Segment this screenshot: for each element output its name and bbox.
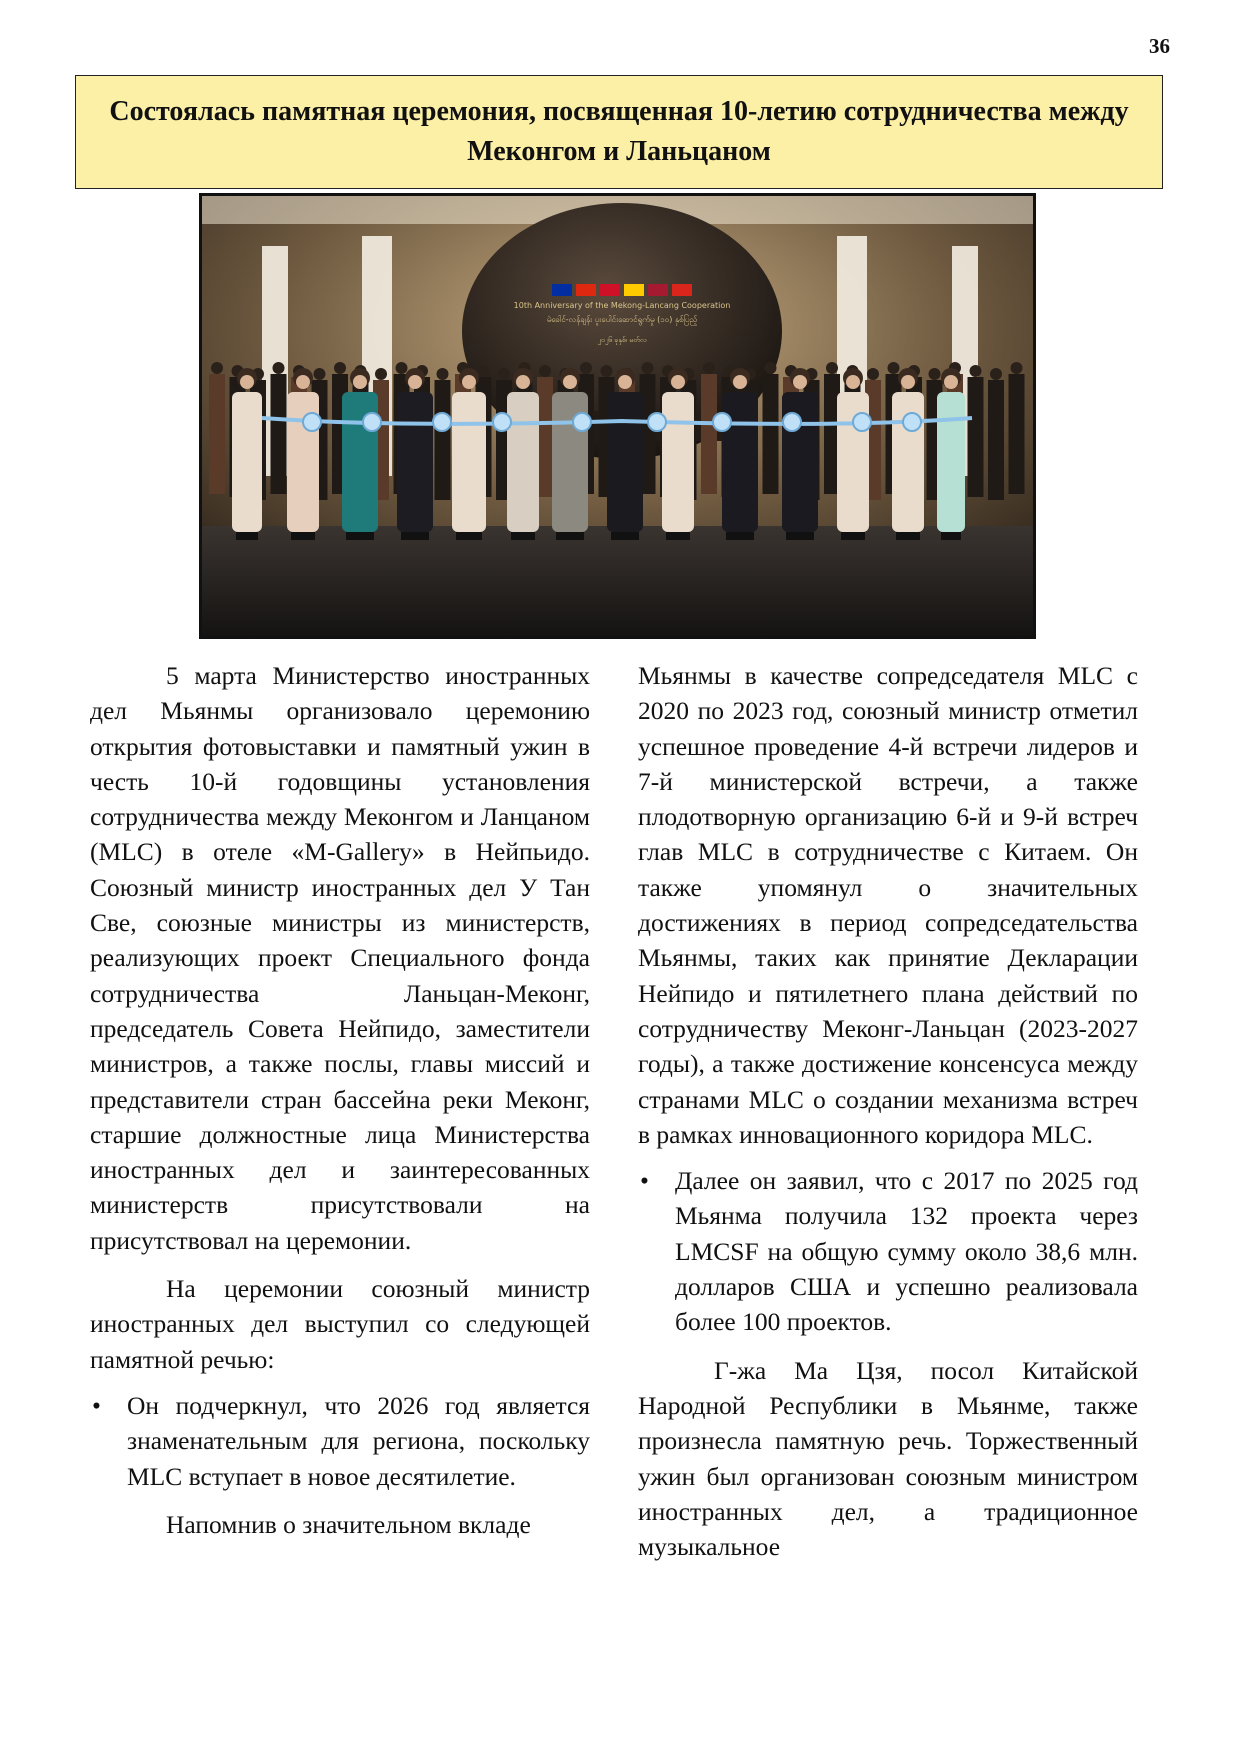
paragraph: 5 марта Министерство иностранных дел Мьянмы организовало церемонию открытия фотовыставки и памятный ужин в честь 10-й годовщины установления сотрудничества между Меконгом и Ланцаном (MLC) в отеле «M-Gallery» в Нейпьидо. Союзный министр иностранных дел У Тан Све, союзные министры из министерств, реализующих проект Специального фонда сотрудничества Ланьцан-Меконг, председатель Совета Нейпидо, заместители министров, а также послы, главы миссий и представители стран бассейна реки Меконг, старшие должностные лица Министерства иностранных дел и заинтересованных министерств присутствовали на присутствовал на церемонии. — [90, 661, 590, 1255]
guest-figure — [435, 368, 451, 500]
paragraph: Напомнив о значительном вкладе — [166, 1509, 531, 1539]
paragraph-continued: Мьянмы в качестве сопредседателя MLC с 2020 по 2023 год, союзный министр отметил успешное проведение 4-й встречи лидеров и 7-й министерской встречи, а также плодотворную организацию 6-й и 9-й встреч глав MLC в сотрудничестве с Китаем. Он также упомянул о значительных достижениях в период сопредседательства Мьянмы, таких как принятие Декларации Нейпидо и пятилетнего плана действий по сотрудничеству Меконг-Ланьцан (2023-2027 годы), а также достижение консенсуса между странами MLC о создании механизма встреч в рамках инновационного коридора MLC. — [638, 661, 1138, 1149]
article-column-left — [90, 658, 590, 1542]
ribbon-bow — [433, 413, 451, 431]
flag — [648, 284, 668, 296]
ribbon-bow — [713, 413, 731, 431]
banner-line-1: 10th Anniversary of the Mekong-Lancang Cooperation — [513, 301, 731, 310]
list-item — [90, 1388, 590, 1494]
article-column-right — [638, 658, 1138, 1564]
person-figure — [662, 368, 694, 540]
person-figure — [837, 368, 869, 540]
page-number: 36 — [1149, 34, 1170, 58]
list-item-text: Далее он заявил, что с 2017 по 2025 год Мьянма получила 132 проекта через LMCSF на общую сумму около 38,6 млн. долларов США и успешно реализовала более 100 проектов. — [675, 1166, 1138, 1337]
ribbon-bow — [303, 413, 321, 431]
ribbon-bow — [853, 413, 871, 431]
bullet-marker: • — [640, 1166, 649, 1196]
guest-figure — [1009, 362, 1025, 494]
flag — [552, 284, 572, 296]
guest-figure — [537, 365, 553, 497]
flag — [600, 284, 620, 296]
headline-box — [75, 75, 1163, 189]
person-figure — [552, 368, 588, 540]
ribbon-bow — [648, 413, 666, 431]
flag — [624, 284, 644, 296]
person-figure — [397, 368, 433, 540]
banner-line-2: မဲခေါင်-လန်ချန်း ပူးပေါင်းဆောင်ရွက်မှု (၁၀) နှစ်ပြည့် — [546, 315, 698, 324]
flag — [672, 284, 692, 296]
guest-figure — [968, 365, 984, 497]
ribbon-bow — [903, 413, 921, 431]
headline: Состоялась памятная церемония, посвященная 10-летию сотрудничества между Меконгом и Ланьцаном — [109, 96, 1129, 167]
paragraph: На церемонии союзный министр иностранных дел выступил со следующей памятной речью: — [90, 1274, 590, 1374]
guest-figure — [209, 362, 225, 494]
ribbon-bow — [573, 413, 591, 431]
list-item-text: Он подчеркнул, что 2026 год является знаменательным для региона, поскольку MLC вступает в новое десятилетие. — [127, 1390, 590, 1491]
guest-figure — [271, 362, 287, 494]
guest-figure — [988, 368, 1004, 500]
guest-figure — [763, 362, 779, 494]
person-figure — [452, 368, 486, 540]
person-figure — [782, 368, 818, 540]
bullet-marker: • — [92, 1390, 101, 1420]
ceremony-photo — [199, 193, 1036, 639]
person-figure — [507, 368, 539, 540]
person-figure — [892, 368, 924, 540]
flag — [576, 284, 596, 296]
banner-line-3: ၂၀၂၆ ခုနှစ်၊ မတ်လ — [597, 336, 647, 344]
ribbon-bow — [493, 413, 511, 431]
bullet-list — [90, 1388, 590, 1494]
person-figure — [722, 368, 758, 540]
person-figure — [937, 368, 965, 540]
paragraph: Г-жа Ма Цзя, посол Китайской Народной Республики в Мьянме, также произнесла памятную речь. Торжественный ужин был организован союзным министром иностранных дел, а традиционное музыкальное — [638, 1355, 1138, 1562]
person-figure — [287, 368, 319, 540]
person-figure — [232, 368, 262, 540]
person-figure — [342, 368, 378, 540]
ribbon-bow — [783, 413, 801, 431]
list-item — [638, 1163, 1138, 1339]
person-figure — [607, 368, 643, 540]
ribbon-bow — [363, 413, 381, 431]
bullet-list — [638, 1163, 1138, 1339]
